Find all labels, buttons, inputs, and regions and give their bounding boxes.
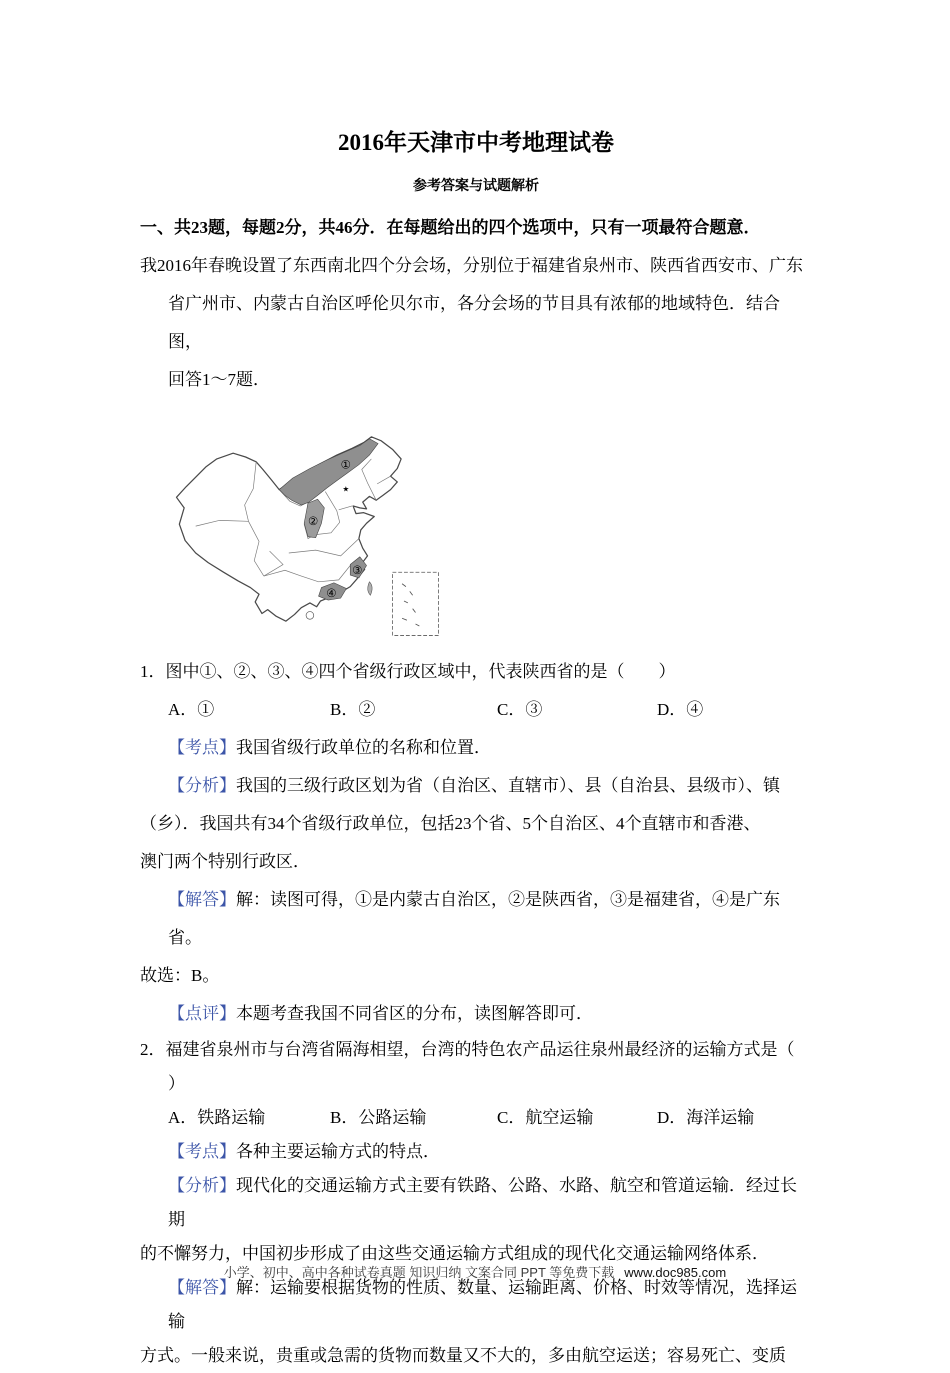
q2-option-b: B．公路运输 xyxy=(330,1108,427,1127)
section-heading: 一、共23题，每题2分，共46分．在每题给出的四个选项中，只有一项最符合题意． xyxy=(140,218,761,237)
q2-fenxi-line-1 xyxy=(140,1169,812,1237)
q2-jieda-line-1 xyxy=(140,1271,812,1339)
fenxi-text: 现代化的交通运输方式主要有铁路、公路、水路、航空和管道运输．经过长期 xyxy=(168,1176,797,1229)
china-map-figure xyxy=(164,409,454,649)
intro-paragraph xyxy=(140,247,812,399)
q1-options xyxy=(140,691,812,729)
q1-jieda-line-2: 故选：B。 xyxy=(140,966,220,985)
kaodian-tag: 【考点】 xyxy=(168,738,236,757)
intro-line-2: 省广州市、内蒙古自治区呼伦贝尔市，各分会场的节目具有浓郁的地域特色．结合图， xyxy=(168,294,780,351)
q2-option-a: A．铁路运输 xyxy=(168,1108,266,1127)
intro-line-3: 回答1～7题． xyxy=(168,370,270,389)
south-china-sea-inset xyxy=(392,572,438,635)
hainan-island xyxy=(306,612,314,620)
q1-stem: 1．图中①、②、③、④四个省级行政区域中，代表陕西省的是（ ） xyxy=(140,662,676,681)
q2-stem-line-2: ） xyxy=(168,1074,185,1093)
jieda-tag: 【解答】 xyxy=(168,890,236,909)
kaodian-text: 我国省级行政单位的名称和位置． xyxy=(236,738,491,757)
jieda-tag: 【解答】 xyxy=(168,1278,236,1297)
page-footer xyxy=(0,1262,950,1281)
fenxi-tag: 【分析】 xyxy=(168,776,236,795)
map-label-4: ④ xyxy=(326,588,337,601)
jieda-text: 解：运输要根据货物的性质、数量、运输距离、价格、时效等情况，选择运输 xyxy=(168,1278,797,1331)
q2-option-d: D．海洋运输 xyxy=(657,1108,755,1127)
map-label-1: ① xyxy=(340,459,351,472)
dianping-text: 本题考查我国不同省区的分布，读图解答即可． xyxy=(236,1004,593,1023)
q1-fenxi-line-2: （乡）．我国共有34个省级行政单位，包括23个省、5个自治区、4个直辖市和香港、 xyxy=(140,814,761,833)
q1-fenxi-line-1 xyxy=(140,767,812,805)
footer-text: 小学、初中、高中各种试卷真题 知识归纳 文案合同 PPT 等免费下载 xyxy=(223,1265,615,1280)
q1-dianping-line xyxy=(140,995,812,1033)
kaodian-text: 各种主要运输方式的特点． xyxy=(236,1142,440,1161)
china-outline xyxy=(176,437,401,621)
q2-jieda-line-2: 方式。一般来说，贵重或急需的货物而数量又不大的，多由航空运送；容易死亡、变质 xyxy=(140,1346,786,1365)
q2-kaodian-line xyxy=(140,1135,812,1169)
q1-option-c: C．③ xyxy=(497,700,543,719)
taiwan-island xyxy=(368,582,372,595)
footer-url[interactable]: www.doc985.com xyxy=(624,1265,727,1280)
map-label-3: ③ xyxy=(352,565,363,578)
q1-option-b: B．② xyxy=(330,700,376,719)
kaodian-tag: 【考点】 xyxy=(168,1142,236,1161)
fenxi-text: 我国的三级行政区划为省（自治区、直辖市）、县（自治县、县级市）、镇 xyxy=(236,776,780,795)
page-subtitle: 参考答案与试题解析 xyxy=(413,179,539,194)
question-1 xyxy=(140,653,812,1033)
intro-line-1: 我2016年春晚设置了东西南北四个分会场，分别位于福建省泉州市、陕西省西安市、广东 xyxy=(140,256,803,275)
q1-kaodian-line xyxy=(140,729,812,767)
q1-option-a: A．① xyxy=(168,700,215,719)
fenxi-tag: 【分析】 xyxy=(168,1176,236,1195)
map-label-2: ② xyxy=(308,516,319,529)
dianping-tag: 【点评】 xyxy=(168,1004,236,1023)
q2-stem-line-1: 2．福建省泉州市与台湾省隔海相望，台湾的特色农产品运往泉州最经济的运输方式是（ xyxy=(140,1040,795,1059)
beijing-star-icon: ★ xyxy=(342,484,350,494)
q1-fenxi-line-3: 澳门两个特别行政区． xyxy=(140,852,310,871)
question-2 xyxy=(140,1033,812,1373)
jieda-text: 解：读图可得，①是内蒙古自治区，②是陕西省，③是福建省，④是广东省。 xyxy=(168,890,780,947)
q2-option-c: C．航空运输 xyxy=(497,1108,594,1127)
china-map xyxy=(164,409,452,649)
q2-options xyxy=(140,1101,812,1135)
page-title: 2016年天津市中考地理试卷 xyxy=(338,130,614,155)
q2-fenxi-line-2: 的不懈努力，中国初步形成了由这些交通运输方式组成的现代化交通运输网络体系． xyxy=(140,1244,769,1263)
q1-jieda-line-1 xyxy=(140,881,812,957)
q1-option-d: D．④ xyxy=(657,700,704,719)
